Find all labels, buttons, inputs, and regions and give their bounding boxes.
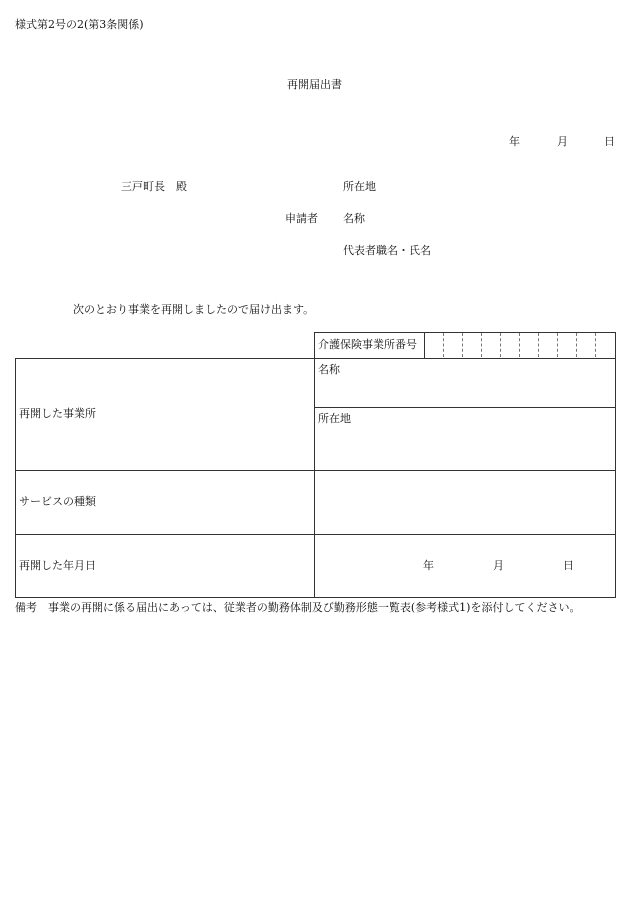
statement: 次のとおり事業を再開しましたので届け出ます。 — [73, 303, 315, 316]
reopen-month-label: 月 — [493, 559, 504, 572]
applicant-location-label: 所在地 — [343, 180, 376, 193]
date-month-label: 月 — [557, 135, 568, 148]
reopen-date-label: 再開した年月日 — [19, 559, 96, 572]
reopen-day-label: 日 — [563, 559, 574, 572]
office-name-label: 名称 — [318, 363, 340, 376]
reopen-year-label: 年 — [423, 559, 434, 572]
service-type-label: サービスの種類 — [19, 495, 96, 508]
date-day-label: 日 — [604, 135, 615, 148]
applicant-label: 申請者 — [285, 212, 318, 225]
office-number-label: 介護保険事業所番号 — [318, 338, 417, 351]
remarks: 備考 事業の再開に係る届出にあっては、従業者の勤務体制及び勤務形態一覧表(参考様式1)を添付してください。 — [15, 601, 581, 614]
office-location-label: 所在地 — [318, 412, 351, 425]
addressee: 三戸町長 殿 — [121, 180, 187, 193]
reopened-office-label: 再開した事業所 — [19, 407, 96, 420]
applicant-name-label: 名称 — [343, 212, 365, 225]
page-title: 再開届出書 — [287, 78, 342, 91]
representative-label: 代表者職名・氏名 — [343, 244, 431, 257]
date-year-label: 年 — [509, 135, 520, 148]
form-number: 様式第2号の2(第3条関係) — [15, 18, 144, 31]
